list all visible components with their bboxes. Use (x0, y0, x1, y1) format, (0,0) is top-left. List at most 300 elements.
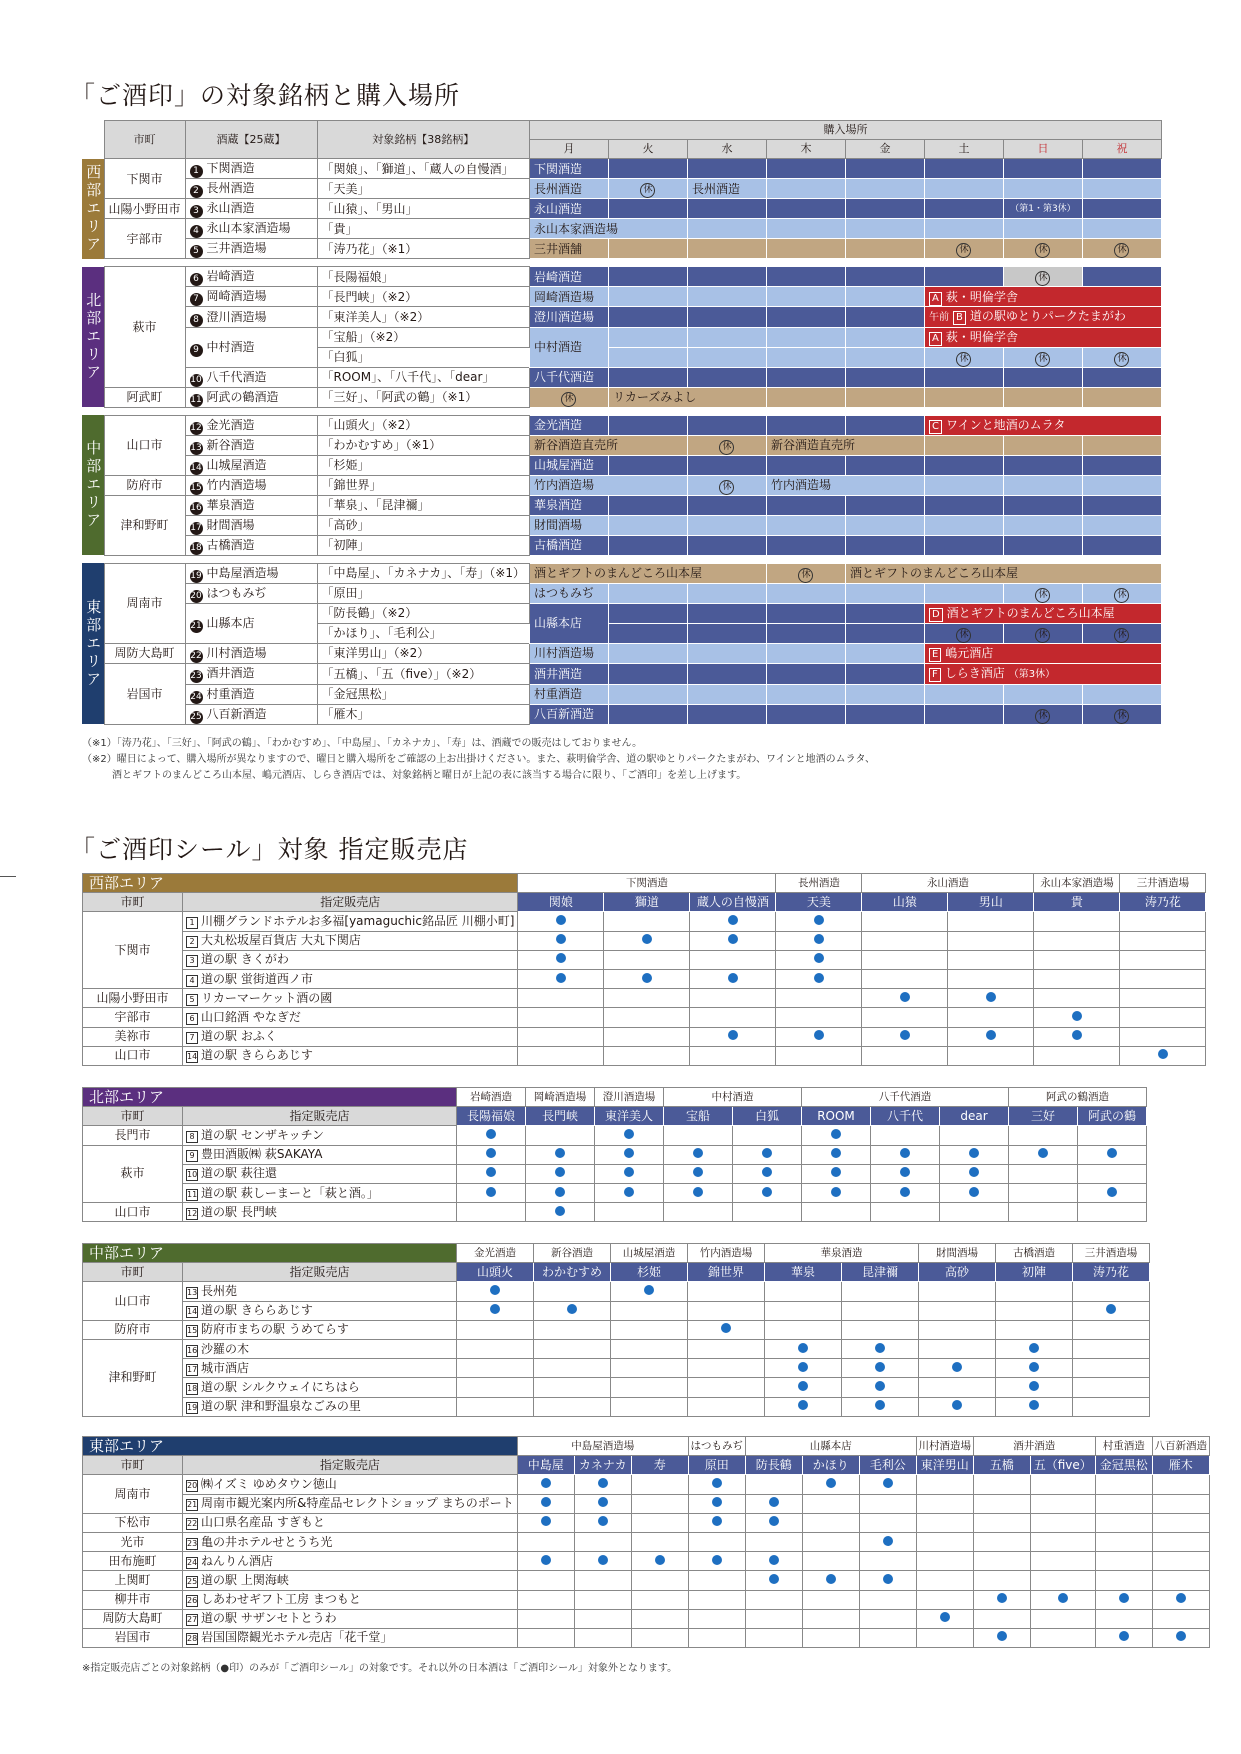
place-cell: 山縣本店 (529, 603, 608, 643)
brewery-header: 中島屋酒造場 (517, 1437, 688, 1456)
table-row: 津和野町 16 沙羅の木 (83, 1339, 1150, 1358)
target-dot (900, 1148, 910, 1158)
target-dot (486, 1187, 496, 1197)
brewery-header: 財間酒場 (919, 1244, 996, 1263)
closed-icon: 休 (1035, 352, 1050, 367)
brand-header: かほり (802, 1456, 859, 1475)
brewery-header: 三井酒造場 (1073, 1244, 1150, 1263)
target-dot (997, 1593, 1007, 1603)
target-dot (1119, 1631, 1129, 1641)
target-dot (486, 1167, 496, 1177)
brewery-number: 14 (190, 462, 202, 473)
target-dot (798, 1381, 808, 1391)
brewery-number: 6 (190, 273, 203, 286)
target-dot (642, 973, 652, 983)
target-dot (541, 1497, 551, 1507)
brewery-header: 竹内酒造場 (688, 1244, 765, 1263)
brewery-number: 21 (190, 620, 202, 631)
closed-icon: 休 (1035, 243, 1050, 258)
store-name: 18 道の駅 シルクウェイにちはら (183, 1378, 457, 1397)
brewery-number: 11 (190, 394, 202, 405)
brand-header: 東洋男山 (916, 1456, 973, 1475)
brand-header: 白狐 (733, 1107, 802, 1126)
brand-header: 阿武の鶴 (1078, 1107, 1147, 1126)
brewery-number: 1 (190, 165, 203, 178)
header-city: 市町 (104, 121, 185, 159)
place-cell: 華泉酒造 (529, 495, 608, 515)
store-name: 7 道の駅 おふく (183, 1027, 518, 1046)
brand-header: 長陽福娘 (457, 1107, 526, 1126)
place-cell: 古橋酒造 (529, 535, 608, 555)
closed-icon: 休 (1035, 588, 1050, 603)
brewery-header: 山縣本店 (745, 1437, 916, 1456)
target-dot (598, 1497, 608, 1507)
target-dot (762, 1148, 772, 1158)
store-name: 8 道の駅 センザキッチン (183, 1126, 457, 1145)
target-dot (883, 1478, 893, 1488)
target-dot (712, 1516, 722, 1526)
col-store: 指定販売店 (183, 1263, 457, 1282)
area-west: 西部エリア (82, 159, 104, 259)
store-name: 25 道の駅 上関海峡 (183, 1571, 518, 1590)
day-4: 金 (845, 140, 924, 159)
target-dot (624, 1187, 634, 1197)
brewery-number: 22 (190, 650, 202, 661)
target-dot (883, 1574, 893, 1584)
table-row: 田布施町 24 ねんりん酒店 (83, 1552, 1210, 1571)
target-dot (875, 1343, 885, 1353)
north-store-table (82, 1087, 1147, 1222)
brewery-number: 8 (190, 314, 203, 327)
col-city: 市町 (83, 1107, 183, 1126)
closed-icon: 休 (1114, 709, 1129, 724)
target-dot (769, 1574, 779, 1584)
brewery-header: 阿武の鶴酒造 (1009, 1088, 1147, 1107)
day-5: 土 (924, 140, 1003, 159)
area-label: 中部エリア (83, 1244, 457, 1263)
target-dot (712, 1497, 722, 1507)
closed-icon: 休 (1035, 271, 1050, 286)
brand-header: 関娘 (518, 893, 604, 912)
target-dot (598, 1478, 608, 1488)
table-row: 長門市 8 道の駅 センザキッチン (83, 1126, 1147, 1145)
area-east: 東部エリア (82, 563, 104, 724)
table-row: 周南市 20 ㈱イズミ ゆめタウン徳山 (83, 1475, 1210, 1494)
col-store: 指定販売店 (183, 893, 518, 912)
brewery-header: 下関酒造 (518, 874, 776, 893)
target-dot (814, 1030, 824, 1040)
table-row (83, 1378, 1150, 1397)
target-dot (693, 1148, 703, 1158)
store-name: 26 しあわせギフト工房 まつもと (183, 1590, 518, 1609)
target-dot (693, 1187, 703, 1197)
table-row (83, 931, 1206, 950)
special-place: D 酒とギフトのまんどころ山本屋 (924, 603, 1161, 623)
store-name: 15 防府市まちの駅 うめてらす (183, 1320, 457, 1339)
store-name: 10 道の駅 萩往還 (183, 1164, 457, 1183)
brand-header: 昆津禰 (842, 1263, 919, 1282)
footnote: ※指定販売店ごとの対象銘柄（●印）のみが「ご酒印シール」の対象です。それ以外の日本酒は「ご酒印シール」対象外となります。 (82, 1663, 678, 1674)
brand-header: 獅道 (604, 893, 690, 912)
table-row: 宇部市 6 山口銘酒 やなぎだ (83, 1008, 1206, 1027)
target-dot (490, 1285, 500, 1295)
target-dot (555, 1187, 565, 1197)
closed-icon: 休 (719, 440, 734, 455)
target-dot (814, 953, 824, 963)
brewery-header: 村重酒造 (1095, 1437, 1152, 1456)
place-cell: 中村酒造 (529, 328, 608, 368)
place-cell: 川村酒造場 (529, 643, 608, 663)
brewery-header: 永山酒造 (862, 874, 1034, 893)
store-name: 16 沙羅の木 (183, 1339, 457, 1358)
col-store: 指定販売店 (183, 1456, 518, 1475)
notes: （※1）「涛乃花」、「三好」、「阿武の鶴」、「わかむすめ」、「中島屋」、「カネナカ」、「寿」は、酒蔵での販売はしておりません。 （※2）曜日によって、購入場所が異なりますので、曜日と購入場所をご確認の上お出掛けください。また、萩明倫学舎、道の駅ゆとりパークたまがわ、ワインと地酒のムラタ、 酒とギフトのまんどころ山本屋、嶋元酒店、しらき酒店では、対象銘柄と曜日が上記の表に該当する場合に限り、「ご酒印」を差し上げます。 (82, 738, 875, 781)
area-label: 北部エリア (83, 1088, 457, 1107)
area-label: 西部エリア (83, 874, 518, 893)
brand-header: 山頭火 (457, 1263, 534, 1282)
brand-header: 初陣 (996, 1263, 1073, 1282)
target-dot (693, 1167, 703, 1177)
brewery-number: 2 (190, 185, 203, 198)
target-dot (814, 915, 824, 925)
target-dot (642, 934, 652, 944)
target-dot (624, 1148, 634, 1158)
closed-icon: 休 (1114, 588, 1129, 603)
target-dot (814, 934, 824, 944)
target-dot (624, 1129, 634, 1139)
store-name: 4 道の駅 蛍街道西ノ市 (183, 969, 518, 988)
brewery-header: はつもみぢ (688, 1437, 745, 1456)
special-place: A 萩・明倫学舎 (924, 287, 1161, 307)
area-label: 東部エリア (83, 1437, 518, 1456)
store-name: 27 道の駅 サザンセトとうわ (183, 1609, 518, 1628)
table-row (83, 1494, 1210, 1513)
target-dot (556, 973, 566, 983)
target-dot (555, 1206, 565, 1216)
brand-header: 涛乃花 (1073, 1263, 1150, 1282)
target-dot (1029, 1381, 1039, 1391)
closed-icon: 休 (798, 568, 813, 583)
special-place: A 萩・明倫学舎 (924, 328, 1161, 348)
place-cell: 金光酒造 (529, 415, 608, 435)
day-3: 木 (766, 140, 845, 159)
brand-header: 蔵人の自慢酒 (690, 893, 776, 912)
target-dot (541, 1478, 551, 1488)
target-dot (712, 1478, 722, 1488)
target-dot (997, 1631, 1007, 1641)
table-row: 柳井市 26 しあわせギフト工房 まつもと (83, 1590, 1210, 1609)
brand-header: わかむすめ (534, 1263, 611, 1282)
target-dot (1119, 1593, 1129, 1603)
table-row (83, 1164, 1147, 1183)
brewery-number: 16 (190, 502, 202, 513)
store-name: 14 道の駅 きららあじす (183, 1046, 518, 1065)
target-dot (769, 1555, 779, 1565)
closed-icon: 休 (956, 243, 971, 258)
brand-header: 八千代 (871, 1107, 940, 1126)
target-dot (831, 1187, 841, 1197)
table-row: 下関市 1 川棚グランドホテルお多福[yamaguchic銘品匠 川棚小町] (83, 912, 1206, 931)
brewery-number: 25 (190, 711, 202, 722)
target-dot (644, 1285, 654, 1295)
brand-header: 中島屋 (517, 1456, 574, 1475)
brand-header: 雁木 (1152, 1456, 1209, 1475)
brewery-header: 岡崎酒造場 (526, 1088, 595, 1107)
closed-icon: 休 (640, 183, 655, 198)
brewery-number: 17 (190, 522, 202, 533)
place-cell: 酒井酒造 (529, 663, 608, 684)
brewery-number: 9 (190, 344, 203, 357)
brand-header: 杉姫 (611, 1263, 688, 1282)
brand-header: カネナカ (574, 1456, 631, 1475)
target-dot (986, 1030, 996, 1040)
brand-header: 原田 (688, 1456, 745, 1475)
store-name: 17 城市酒店 (183, 1359, 457, 1378)
place-cell: 岡崎酒造場 (529, 287, 608, 307)
brewery-number: 7 (190, 293, 203, 306)
target-dot (1029, 1400, 1039, 1410)
target-dot (1029, 1362, 1039, 1372)
target-dot (1107, 1187, 1117, 1197)
brewery-header: 岩崎酒造 (457, 1088, 526, 1107)
target-dot (1176, 1593, 1186, 1603)
table-row: 美祢市 7 道の駅 おふく (83, 1027, 1206, 1046)
target-dot (555, 1148, 565, 1158)
brewery-header: 華泉酒造 (765, 1244, 919, 1263)
target-dot (798, 1362, 808, 1372)
table-row (83, 969, 1206, 988)
target-dot (555, 1167, 565, 1177)
target-dot (900, 992, 910, 1002)
target-dot (826, 1574, 836, 1584)
brand-header: 華泉 (765, 1263, 842, 1282)
col-store: 指定販売店 (183, 1107, 457, 1126)
section-title: 「ご酒印シール」対象 指定販売店 (70, 835, 469, 864)
store-name: 14 道の駅 きららあじす (183, 1301, 457, 1320)
brand-header: 涛乃花 (1120, 893, 1206, 912)
brand-header: 寿 (631, 1456, 688, 1475)
store-name: 6 山口銘酒 やなぎだ (183, 1008, 518, 1027)
target-dot (762, 1167, 772, 1177)
table-row: 山口市 13 長州苑 (83, 1282, 1150, 1301)
table-row (83, 1301, 1150, 1320)
brand-header: 毛利公 (859, 1456, 916, 1475)
special-place: C ワインと地酒のムラタ (924, 415, 1161, 435)
central-store-table (82, 1243, 1150, 1417)
table-row (83, 1183, 1147, 1202)
header-brand: 対象銘柄【38銘柄】 (317, 121, 529, 159)
target-dot (624, 1167, 634, 1177)
table-row: 防府市 15 防府市まちの駅 うめてらす (83, 1320, 1150, 1339)
table-row: 周防大島町 27 道の駅 サザンセトとうわ (83, 1609, 1210, 1628)
target-dot (875, 1400, 885, 1410)
place-cell: 長州酒造 (529, 179, 608, 199)
brand-header: 男山 (948, 893, 1034, 912)
brand-header: 防長鶴 (745, 1456, 802, 1475)
target-dot (831, 1148, 841, 1158)
place-cell: 竹内酒造場 (529, 475, 687, 495)
brewery-number: 3 (190, 205, 203, 218)
brand-header: 貴 (1034, 893, 1120, 912)
target-dot (556, 934, 566, 944)
brewery-number: 24 (190, 691, 202, 702)
target-dot (541, 1516, 551, 1526)
target-dot (655, 1555, 665, 1565)
store-name: 20 ㈱イズミ ゆめタウン徳山 (183, 1475, 518, 1494)
target-dot (712, 1555, 722, 1565)
brewery-number: 4 (190, 225, 203, 238)
place-cell: はつもみぢ (529, 583, 608, 603)
target-dot (1106, 1304, 1116, 1314)
day-0: 月 (529, 140, 608, 159)
closed-icon: 休 (1114, 352, 1129, 367)
place-cell: 酒とギフトのまんどころ山本屋 (529, 563, 766, 583)
target-dot (486, 1148, 496, 1158)
target-dot (1107, 1148, 1117, 1158)
store-name: 19 道の駅 津和野温泉なごみの里 (183, 1397, 457, 1416)
target-dot (721, 1323, 731, 1333)
brand-header: 東洋美人 (595, 1107, 664, 1126)
target-dot (826, 1478, 836, 1488)
place-cell: 山城屋酒造 (529, 455, 608, 475)
store-name: 2 大丸松坂屋百貨店 大丸下関店 (183, 931, 518, 950)
target-dot (769, 1516, 779, 1526)
closed-icon: 休 (561, 392, 576, 407)
target-dot (567, 1304, 577, 1314)
target-dot (486, 1129, 496, 1139)
west-store-table (82, 873, 1206, 1066)
special-place: 午前 B 道の駅ゆとりパークたまがわ (924, 307, 1161, 328)
brewery-header: 中村酒造 (664, 1088, 802, 1107)
place-cell: 財間酒場 (529, 515, 608, 535)
place-cell: 八百新酒造 (529, 704, 608, 724)
target-dot (814, 973, 824, 983)
target-dot (969, 1148, 979, 1158)
table-row: 岩国市 28 岩国国際観光ホテル売店「花千堂」 (83, 1628, 1210, 1647)
brand-header: 金冠黒松 (1095, 1456, 1152, 1475)
place-cell: 新谷酒造直売所 (529, 435, 687, 455)
day-6: 日 (1003, 140, 1082, 159)
target-dot (728, 1030, 738, 1040)
store-name: 11 道の駅 萩しーまーと「萩と酒。」 (183, 1183, 457, 1202)
place-cell: 下関酒造 (529, 159, 608, 179)
brewery-number: 12 (190, 422, 202, 433)
target-dot (598, 1555, 608, 1565)
brewery-number: 18 (190, 542, 202, 553)
brewery-header: 川村酒造場 (916, 1437, 973, 1456)
brewery-header: 古橋酒造 (996, 1244, 1073, 1263)
brewery-header: 金光酒造 (457, 1244, 534, 1263)
table-row: 下松市 22 山口県名産品 すぎもと (83, 1513, 1210, 1532)
store-name: 22 山口県名産品 すぎもと (183, 1513, 518, 1532)
store-name: 28 岩国国際観光ホテル売店「花千堂」 (183, 1628, 518, 1647)
target-dot (831, 1129, 841, 1139)
target-dot (875, 1381, 885, 1391)
target-dot (1038, 1148, 1048, 1158)
purchase-table: 市町 酒蔵【25蔵】 対象銘柄【38銘柄】 購入場所 月 火 水 木 金 土 日 祝 西部エリア 下関市 1 下関酒造 「関娘」、「獅道」、「蔵人の自慢酒」 下関酒造 2 長州酒造 「天美」 長州酒造 休 長州酒造 山陽小野田市 3 永山酒造 「山猿」、「男山」 永山酒造 （第1・第3休） 宇部市 4 永山本家酒造場 「貴」 永山本家酒造場 5 三井酒造場 「涛乃花」（※1） 三井酒舗 休 休 休 北部エリア 萩市 6 岩崎酒造 「長陽福娘」 岩崎酒造 休 7 岡崎酒造場 「長門峡」（※2） 岡崎酒造場 A 萩・明倫学舎 8 澄川酒造場 「東洋美人」（※2） 澄川酒造場 午前 B 道の駅ゆとりパークたまがわ 9 中村酒造 「宝船」（※2） 中村酒造 A 萩・明倫学舎 「白狐」 休 休 休 10 八千代酒造 「ROOM」、「八千代」、「dear」 八千代酒造 阿武町 11 阿武の鶴酒造 「三好」、「阿武の鶴」（※1） 休 リカーズみよし 中部エリア 山口市 12 金光酒造 「山頭火」（※2） 金光酒造 C ワインと地酒のムラタ 13 新谷酒造 「わかむすめ」（※1） 新谷酒造直売所 休 新谷酒造直売所 14 山城屋酒造 「杉姫」 山城屋酒造 防府市 15 竹内酒造場 「錦世界」 竹内酒造場 休 竹内酒造場 津和野町 16 華泉酒造 「華泉」、「昆津禰」 華泉酒造 17 財間酒場 「高砂」 財間酒場 18 古橋酒造 「初陣」 古橋酒造 東部エリア 周南市 19 中島屋酒造場 「中島屋」、「カネナカ」、「寿」（※1） 酒とギフトのまんどころ山本屋 休 酒とギフトのまんどころ山本屋 20 はつもみぢ 「原田」 はつもみぢ 休 休 21 山縣本店 「防長鶴」（※2） 山縣本店 D 酒とギフトのまんどころ山本屋 「かほり」、「毛利公」 休 休 休 周防大島町 22 川村酒造場 「東洋男山」（※2） 川村酒造場 E 嶋元酒店 岩国市 23 酒井酒造 「五橋」、「五（five）」（※2） 酒井酒造 F しらき酒店 （第3休） 24 村重酒造 「金冠黒松」 村重酒造 25 八百新酒造 「雁木」 八百新酒造 休 休 (82, 120, 1162, 725)
table-row: 山陽小野田市 5 リカーマーケット酒の國 (83, 989, 1206, 1008)
col-city: 市町 (83, 1456, 183, 1475)
table-row: 萩市 9 豊田酒販㈱ 萩SAKAYA (83, 1145, 1147, 1164)
store-name: 24 ねんりん酒店 (183, 1552, 518, 1571)
brewery-header: 山城屋酒造 (611, 1244, 688, 1263)
brand-header: 天美 (776, 893, 862, 912)
brewery-header: 酒井酒造 (973, 1437, 1095, 1456)
place-cell: 永山酒造 (529, 199, 608, 219)
brand-header: 山猿 (862, 893, 948, 912)
closed-icon: 休 (1035, 628, 1050, 643)
target-dot (900, 1030, 910, 1040)
store-name: 12 道の駅 長門峡 (183, 1203, 457, 1222)
target-dot (728, 934, 738, 944)
brand-header: 高砂 (919, 1263, 996, 1282)
target-dot (952, 1400, 962, 1410)
store-name: 5 リカーマーケット酒の國 (183, 989, 518, 1008)
target-dot (940, 1612, 950, 1622)
target-dot (1072, 1011, 1082, 1021)
target-dot (598, 1516, 608, 1526)
store-name: 9 豊田酒販㈱ 萩SAKAYA (183, 1145, 457, 1164)
header-place: 購入場所 (529, 121, 1161, 140)
brand-header: 五橋 (973, 1456, 1030, 1475)
brewery-number: 15 (190, 482, 202, 493)
special-place: E 嶋元酒店 (924, 643, 1161, 663)
brand-header: dear (940, 1107, 1009, 1126)
brand-header: 長門峡 (526, 1107, 595, 1126)
brand-header: 三好 (1009, 1107, 1078, 1126)
closed-icon: 休 (956, 628, 971, 643)
target-dot (875, 1362, 885, 1372)
col-city: 市町 (83, 1263, 183, 1282)
area-north: 北部エリア (82, 267, 104, 408)
east-store-table (82, 1436, 1210, 1648)
brewery-number: 19 (190, 570, 202, 581)
target-dot (798, 1400, 808, 1410)
day-2: 水 (687, 140, 766, 159)
brewery-header: 永山本家酒造場 (1034, 874, 1120, 893)
target-dot (986, 992, 996, 1002)
brand-header: 五（five） (1030, 1456, 1095, 1475)
day-1: 火 (608, 140, 687, 159)
store-name: 1 川棚グランドホテルお多福[yamaguchic銘品匠 川棚小町] (183, 912, 518, 931)
area-central: 中部エリア (82, 415, 104, 555)
target-dot (900, 1167, 910, 1177)
target-dot (952, 1362, 962, 1372)
place-cell: 永山本家酒造場 (529, 219, 687, 239)
target-dot (556, 953, 566, 963)
closed-icon: 休 (719, 480, 734, 495)
brewery-header: 澄川酒造場 (595, 1088, 664, 1107)
page-title: 「ご酒印」の対象銘柄と購入場所 (70, 81, 461, 110)
brand-header: 宝船 (664, 1107, 733, 1126)
day-7: 祝 (1082, 140, 1161, 159)
table-row: 上関町 25 道の駅 上関海峡 (83, 1571, 1210, 1590)
brewery-header: 三井酒造場 (1120, 874, 1206, 893)
table-row (83, 1397, 1150, 1416)
target-dot (490, 1304, 500, 1314)
table-row: 山口市 12 道の駅 長門峡 (83, 1203, 1147, 1222)
target-dot (728, 915, 738, 925)
closed-icon: 休 (1035, 709, 1050, 724)
brewery-number: 10 (190, 374, 202, 385)
brewery-number: 23 (190, 671, 202, 682)
store-name: 23 亀の井ホテルせとうち光 (183, 1532, 518, 1551)
closed-icon: 休 (1114, 628, 1129, 643)
closed-icon: 休 (1114, 243, 1129, 258)
table-row: 山口市 14 道の駅 きららあじす (83, 1046, 1206, 1065)
store-name: 13 長州苑 (183, 1282, 457, 1301)
place-cell: 八千代酒造 (529, 367, 608, 387)
